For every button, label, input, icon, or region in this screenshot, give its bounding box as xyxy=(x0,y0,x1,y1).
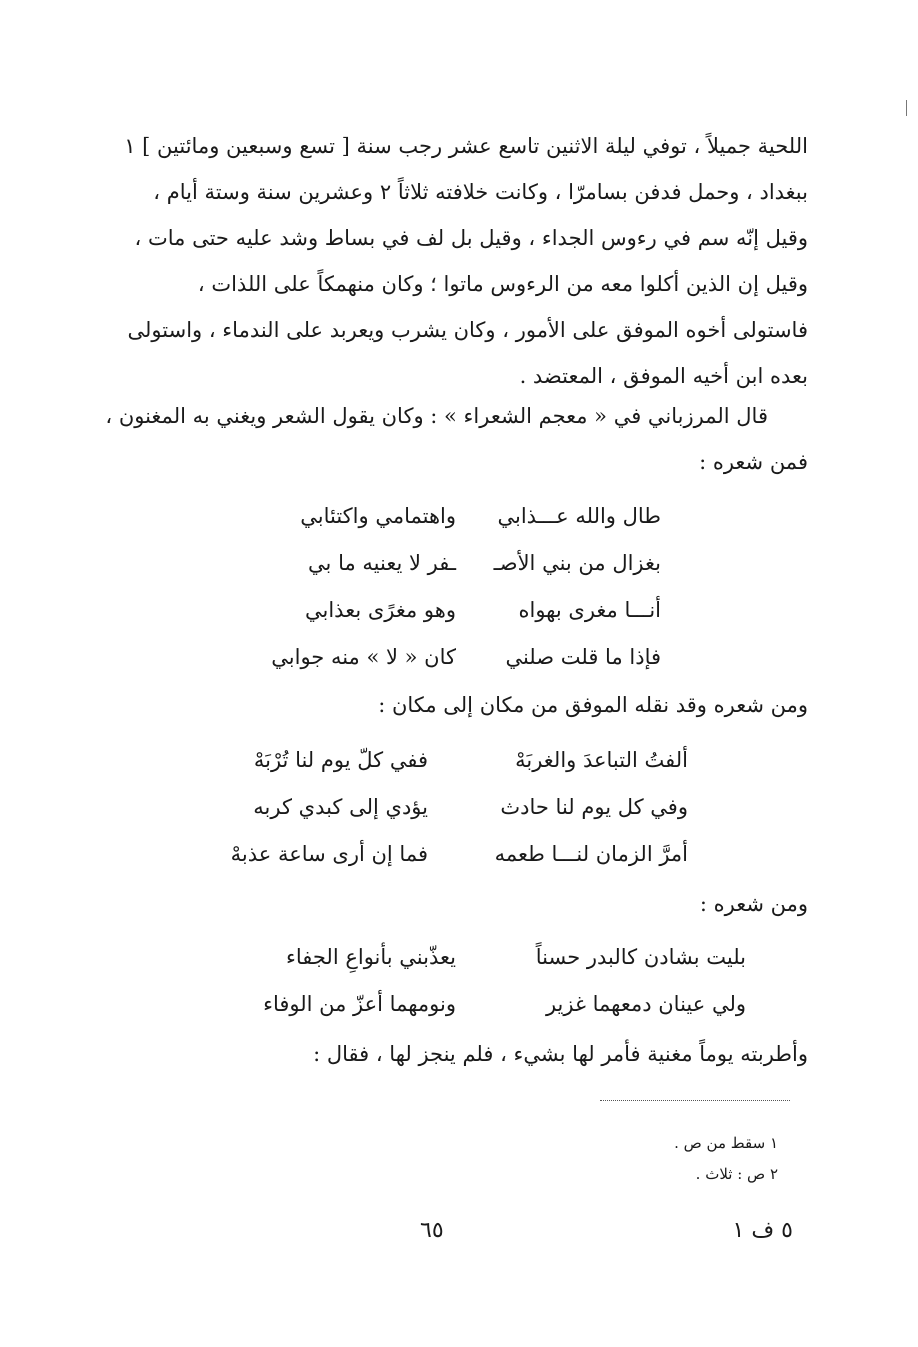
verse-second-hemistich: وهو مغرًى بعذابي xyxy=(305,597,456,622)
text-line: وقيل إن الذين أكلوا معه من الرءوس ماتوا ؛ وكان منهمكاً على اللذات ، xyxy=(197,272,808,296)
verse-line xyxy=(271,633,661,680)
verse-line xyxy=(271,586,661,633)
signature-mark: ٥ ف ١ xyxy=(732,1218,793,1243)
page-number: ٦٥ xyxy=(420,1218,444,1243)
paragraph-1 xyxy=(108,123,808,399)
verse-second-hemistich: يؤدي إلى كبدي كربه xyxy=(253,794,428,819)
poem-3 xyxy=(263,933,746,1027)
closing-paragraph xyxy=(108,1031,808,1077)
verse-second-hemistich: ونومهما أعزّ من الوفاء xyxy=(263,991,456,1016)
verse-second-hemistich: كان « لا » منه جوابي xyxy=(271,644,456,669)
verse-first-hemistich: ولي عينان دمعهما غزير xyxy=(545,991,746,1016)
verse-first-hemistich: وفي كل يوم لنا حادث xyxy=(500,794,688,819)
text-line: وقيل إنّه سم في رءوس الجداء ، وقيل بل لف في بساط وشد عليه حتى مات ، xyxy=(134,226,808,250)
verse-line xyxy=(271,492,661,539)
poem-1 xyxy=(271,492,661,680)
verse-first-hemistich: طال والله عـــذابي xyxy=(497,503,661,528)
verse-second-hemistich: ـفر لا يعنيه ما بي xyxy=(308,550,456,575)
verse-second-hemistich: واهتمامي واكتئابي xyxy=(300,503,456,528)
footnote-separator xyxy=(600,1100,790,1101)
text-line: بعده ابن أخيه الموفق ، المعتضد . xyxy=(519,364,808,388)
text-line: ببغداد ، وحمل فدفن بسامرّا ، وكانت خلافته ثلاثاً ٢ وعشرين سنة وستة أيام ، xyxy=(153,180,808,204)
text-line: قال المرزباني في « معجم الشعراء » : وكان يقول الشعر ويغني به المغنون ، xyxy=(105,404,768,428)
verse-line xyxy=(231,783,688,830)
verse-line xyxy=(231,736,688,783)
verse-first-hemistich: أمرَّ الزمان لنـــا طعمه xyxy=(494,841,688,866)
footnote: ١ سقط من ص . xyxy=(674,1134,778,1152)
verse-line xyxy=(271,539,661,586)
margin-mark xyxy=(906,100,907,116)
text-line: ومن شعره وقد نقله الموفق من مكان إلى مكان : xyxy=(378,693,808,717)
footnotes xyxy=(674,1128,778,1190)
paragraph-2 xyxy=(105,393,808,485)
poem-2 xyxy=(231,736,688,877)
text-line: فمن شعره : xyxy=(699,450,808,474)
verse-first-hemistich: بليت بشادن كالبدر حسناً xyxy=(535,944,746,969)
poem-3-intro xyxy=(108,881,808,927)
verse-second-hemistich: يعذّبني بأنواعِ الجفاء xyxy=(285,944,456,969)
verse-line xyxy=(263,980,746,1027)
text-line: اللحية جميلاً ، توفي ليلة الاثنين تاسع عشر رجب سنة [ تسع وسبعين ومائتين ] ١ xyxy=(124,134,808,158)
verse-first-hemistich: ألفتُ التباعدَ والغربَهْ xyxy=(515,747,688,772)
poem-2-intro xyxy=(108,682,808,728)
verse-line xyxy=(231,830,688,877)
footnote: ٢ ص : ثلاث . xyxy=(695,1165,778,1183)
verse-first-hemistich: فإذا ما قلت صلني xyxy=(505,644,661,669)
verse-line xyxy=(263,933,746,980)
verse-first-hemistich: بغزال من بني الأصـ xyxy=(493,550,661,575)
verse-second-hemistich: ففي كلّ يوم لنا تُرْبَهْ xyxy=(253,747,428,772)
text-line: وأطربته يوماً مغنية فأمر لها بشيء ، فلم ينجز لها ، فقال : xyxy=(313,1042,808,1066)
text-line: فاستولى أخوه الموفق على الأمور ، وكان يشرب ويعربد على الندماء ، واستولى xyxy=(127,318,808,342)
verse-first-hemistich: أنـــا مغرى بهواه xyxy=(518,597,661,622)
verse-second-hemistich: فما إن أرى ساعة عذبهْ xyxy=(230,841,428,866)
text-line: ومن شعره : xyxy=(699,892,808,916)
